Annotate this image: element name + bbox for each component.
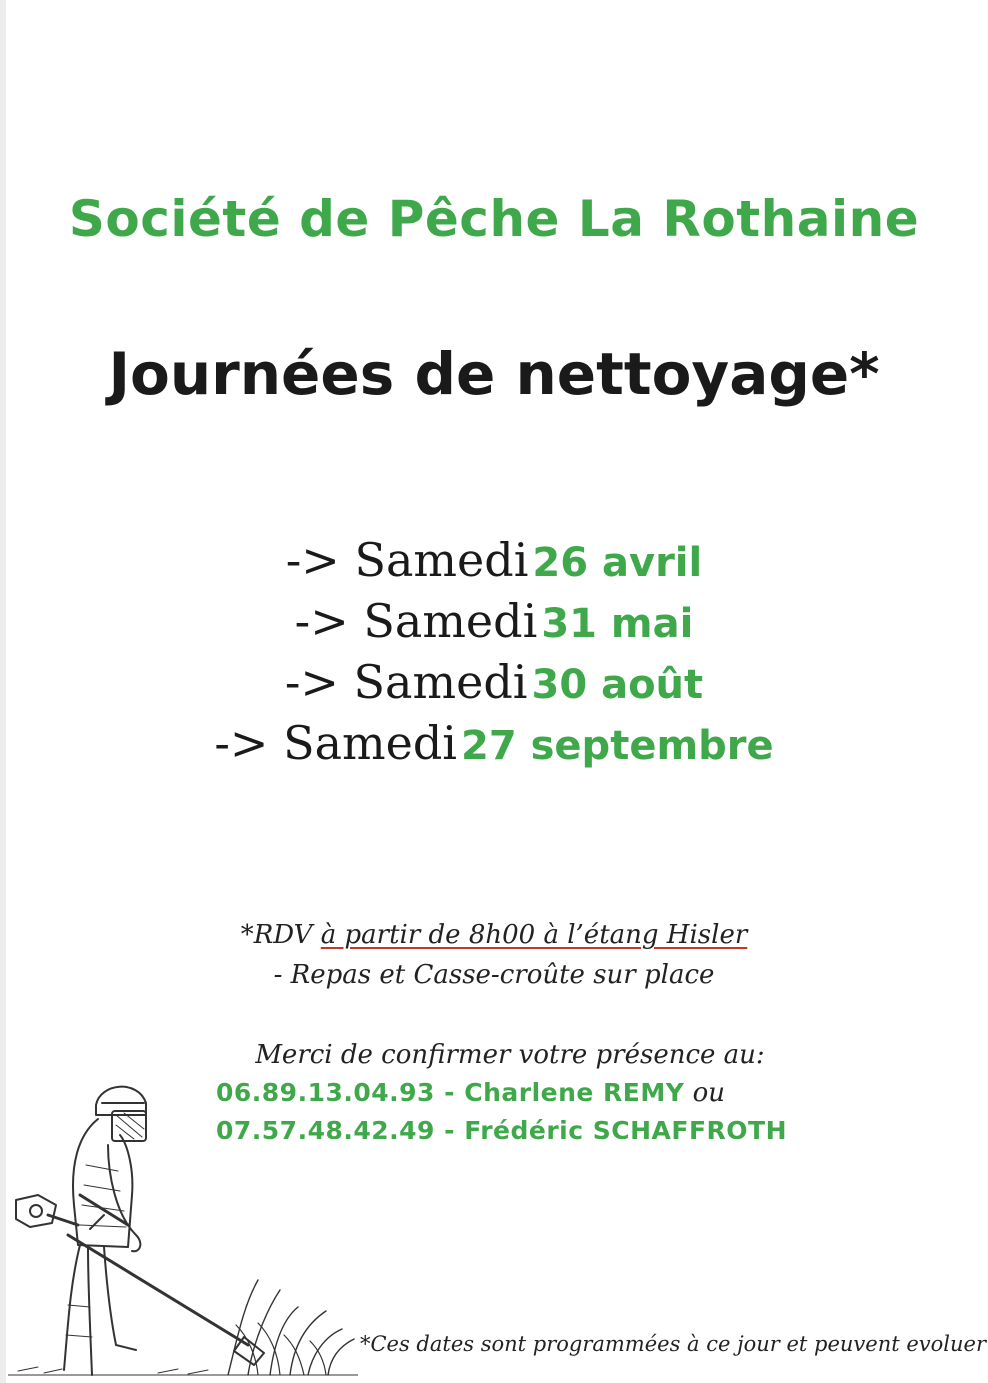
date-item: [0, 713, 988, 774]
date-prefix: -> Samedi: [285, 533, 529, 587]
event-title: Journées de nettoyage*: [108, 340, 880, 408]
date-value: 26 avril: [532, 540, 703, 586]
meals-line: - Repas et Casse-croûte sur place: [273, 960, 715, 990]
confirm-intro: Merci de confirmer votre présence au:: [255, 1040, 765, 1070]
rdv-prefix: *RDV: [240, 920, 321, 950]
brushcutter-worker-illustration: [8, 1075, 358, 1380]
rdv-line: [0, 915, 988, 955]
meeting-info: [0, 915, 988, 995]
contact-phone-name-1: 06.89.13.04.93 - Charlene REMY: [216, 1078, 685, 1107]
date-list: [0, 530, 988, 774]
footnote: *Ces dates sont programmées à ce jour et peuvent evoluer: [359, 1332, 986, 1356]
rdv-detail: à partir de 8h00 à l’étang Hisler: [320, 920, 748, 950]
date-item: [0, 591, 988, 652]
date-item: [0, 652, 988, 713]
date-prefix: -> Samedi: [214, 716, 458, 770]
society-title: Société de Pêche La Rothaine: [68, 190, 920, 248]
date-prefix: -> Samedi: [294, 594, 538, 648]
date-item: [0, 530, 988, 591]
contact-connector: ou: [684, 1078, 726, 1108]
contact-phone-name-2: 07.57.48.42.49 - Frédéric SCHAFFROTH: [216, 1116, 788, 1145]
date-value: 27 septembre: [461, 723, 774, 769]
date-prefix: -> Samedi: [284, 655, 528, 709]
date-value: 30 août: [531, 662, 704, 708]
date-value: 31 mai: [541, 601, 694, 647]
